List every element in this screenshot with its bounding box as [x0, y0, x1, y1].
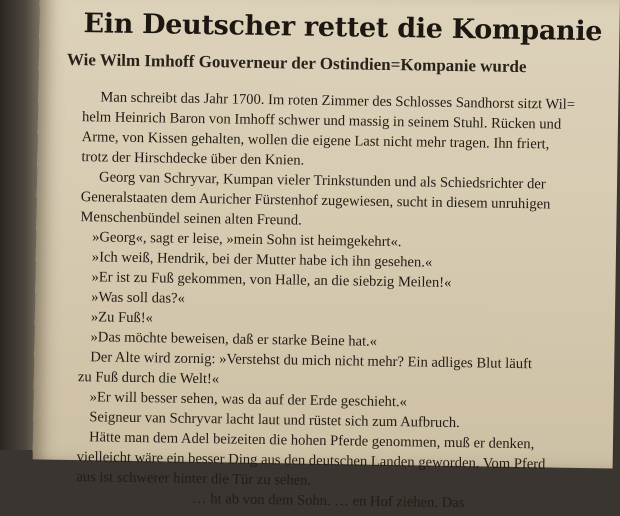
text-line: »Ich weiß, Hendrik, bei der Mutter habe ich ihn gesehen.« — [91, 249, 433, 271]
text-line: »Er will besser sehen, was da auf der Erde geschieht.« — [89, 389, 408, 411]
text-line: Menschenbündel seinen alten Freund. — [80, 209, 302, 229]
text-line: Der Alte wird zornig: »Verstehst du mich nicht mehr? Ein adliges Blut läuft — [90, 349, 533, 373]
book-page — [33, 0, 620, 512]
text-line: Georg van Schryvar, Kumpan vieler Trinkstunden und als Schiedsrichter der — [98, 169, 546, 193]
text-line: aus ist schwerer hinter die Tür zu sehen. — [76, 469, 312, 489]
text-line: »Georg«, sagt er leise, »mein Sohn ist heimgekehrt«. — [92, 229, 402, 251]
text-line: Arme, von Kissen gehalten, wollen die eigene Last nicht mehr tragen. Ihn friert, — [81, 129, 550, 153]
article-title: Ein Deutscher rettet die Kompanie — [83, 8, 603, 48]
text-line: helm Heinrich Baron von Imhoff schwer und massig in seinem Stuhl. Rücken und — [81, 109, 562, 133]
text-line: »Das möchte beweisen, daß er starke Beine hat.« — [90, 329, 378, 350]
text-line: vielleicht wäre ein besser Ding aus den deutschen Landen geworden. Vom Pferd — [76, 449, 546, 473]
text-line: Hätte man dem Adel beizeiten die hohen Pferde genommen, muß er denken, — [88, 429, 535, 453]
article-subtitle: Wie Wilm Imhoff Gouverneur der Ostindien=Kompanie wurde — [66, 49, 527, 77]
text-line: Generalstaaten dem Auricher Fürstenhof zugewiesen, sucht in diesem unruhigen — [80, 189, 551, 213]
text-line: … ht ab von dem Sohn. … en Hof ziehen. Das — [191, 490, 465, 512]
text-line: Seigneur van Schryvar lacht laut und rüstet sich zum Aufbruch. — [89, 409, 460, 432]
text-line: »Zu Fuß!« — [90, 309, 154, 327]
text-line: trotz der Hirschdecke über den Knien. — [81, 149, 305, 169]
text-line: Man schreibt das Jahr 1700. Im roten Zimmer des Schlosses Sandhorst sitzt Wil= — [100, 89, 576, 113]
text-line: »Er ist zu Fuß gekommen, von Halle, an die siebzig Meilen!« — [91, 269, 452, 291]
text-line: »Was soll das?« — [91, 289, 185, 307]
text-line: zu Fuß durch die Welt!« — [77, 369, 220, 388]
